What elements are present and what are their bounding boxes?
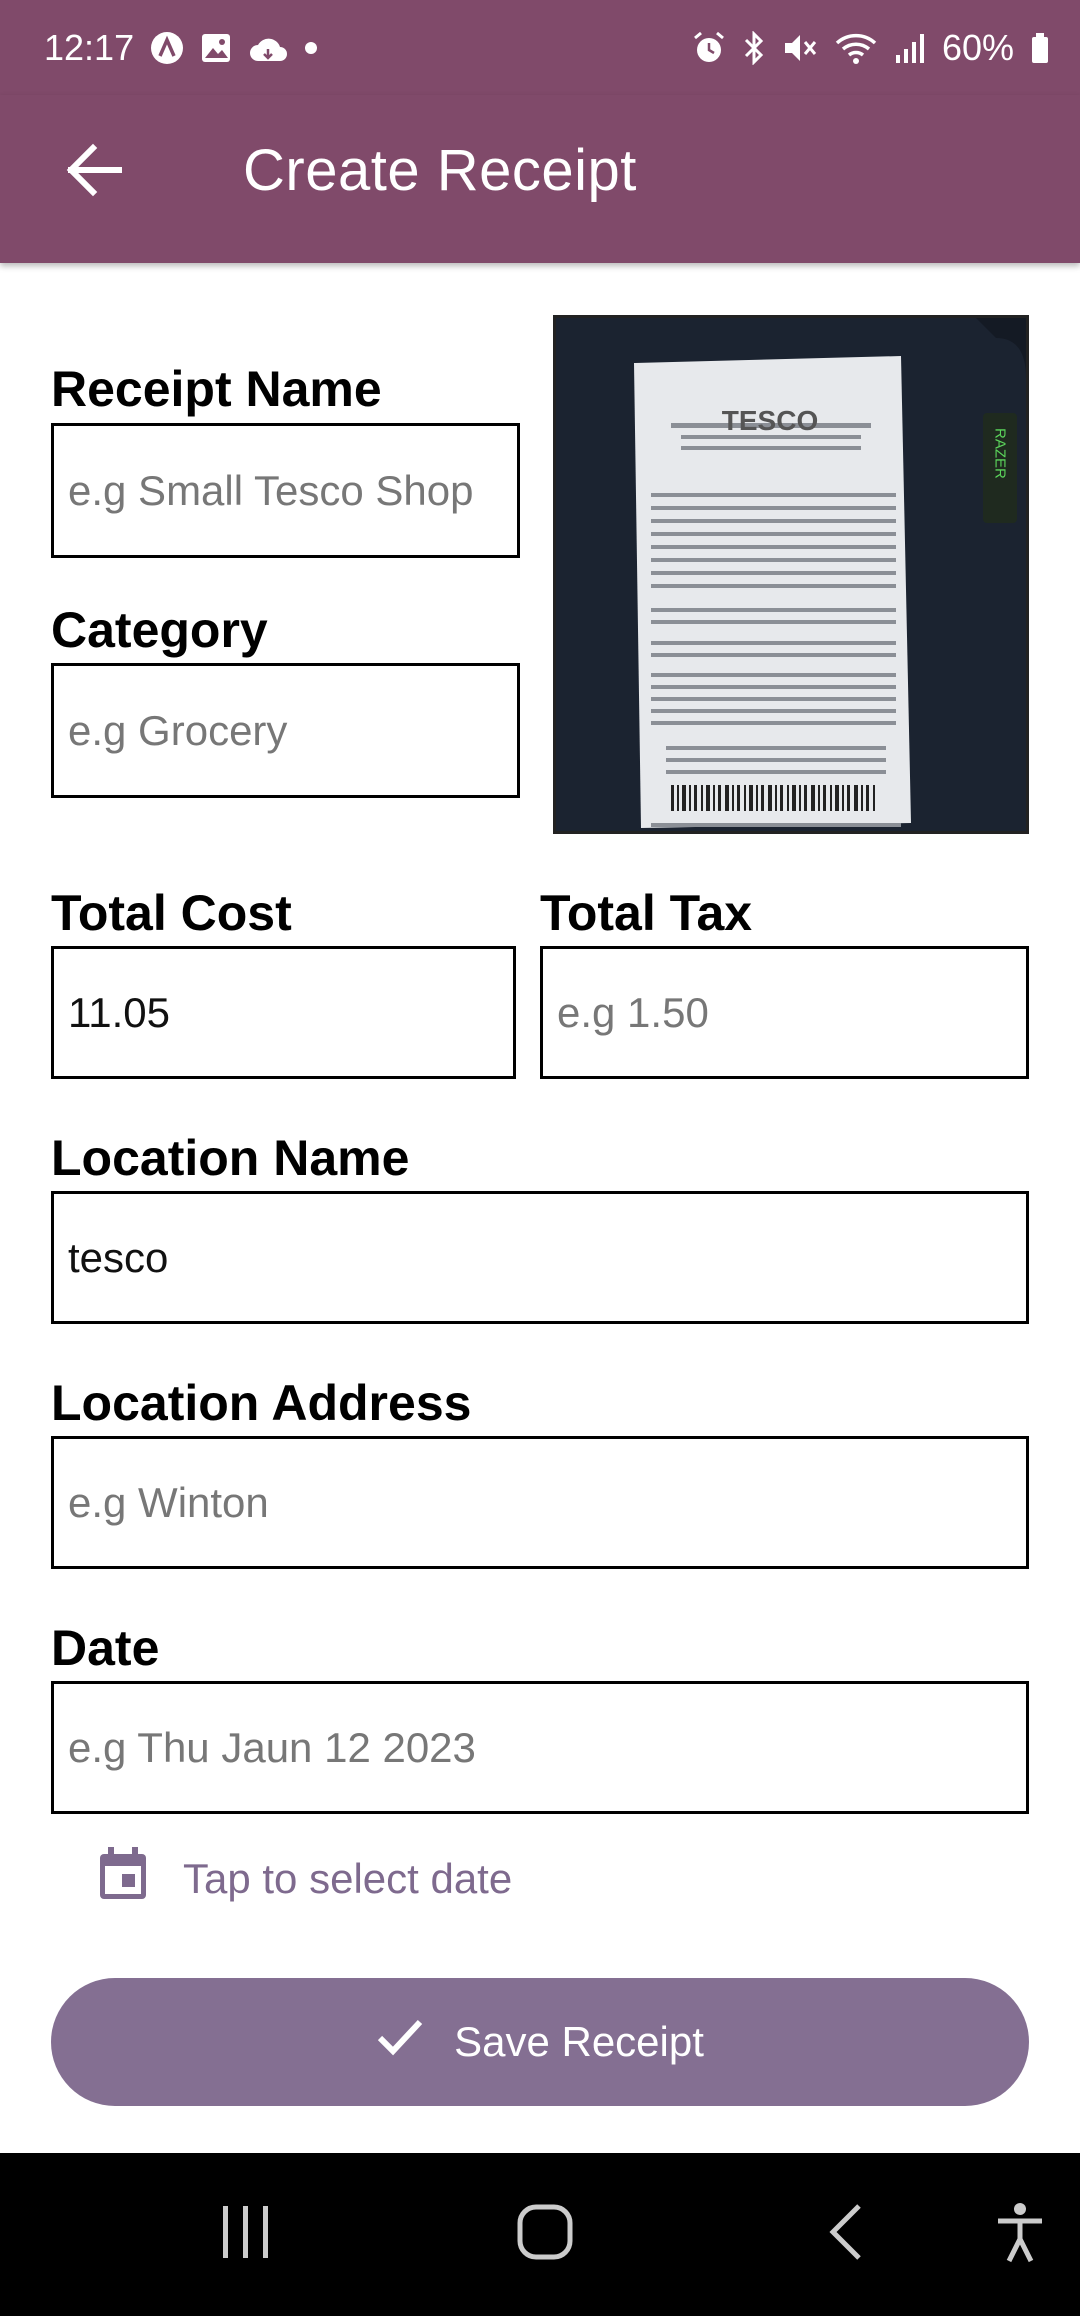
home-icon	[515, 2202, 575, 2267]
total-tax-label: Total Tax	[540, 885, 753, 941]
location-address-label: Location Address	[51, 1375, 472, 1431]
select-date-button[interactable]	[97, 1846, 512, 1912]
total-cost-value: 11.05	[68, 988, 170, 1036]
razer-tag-text: RAZER	[991, 428, 1009, 479]
date-label: Date	[51, 1620, 160, 1676]
location-address-input[interactable]	[51, 1436, 1029, 1569]
battery-percent: 60%	[941, 26, 1014, 68]
mute-icon	[782, 31, 818, 65]
wifi-icon	[834, 31, 878, 65]
gallery-icon	[200, 32, 232, 64]
receipt-name-label: Receipt Name	[51, 361, 382, 417]
back-icon	[825, 2202, 865, 2267]
total-tax-input[interactable]	[540, 946, 1029, 1079]
status-left	[44, 27, 318, 69]
dot-icon	[304, 41, 318, 55]
location-name-value: tesco	[68, 1233, 169, 1281]
accessibility-icon	[995, 2201, 1045, 2268]
total-cost-label: Total Cost	[51, 885, 292, 941]
date-placeholder: e.g Thu Jaun 12 2023	[68, 1723, 476, 1771]
save-receipt-button[interactable]	[51, 1978, 1029, 2106]
category-placeholder: e.g Grocery	[68, 706, 288, 754]
bluetooth-icon	[742, 31, 766, 65]
accessibility-button[interactable]	[990, 2198, 1050, 2270]
app-bar	[0, 95, 1080, 263]
receipt-photo[interactable]	[553, 315, 1029, 834]
check-icon	[376, 2017, 424, 2067]
category-input[interactable]	[51, 663, 520, 798]
system-nav-bar	[0, 2153, 1080, 2316]
status-right	[692, 27, 1050, 69]
app-a-icon	[150, 31, 184, 65]
recent-apps-button[interactable]	[210, 2198, 280, 2270]
battery-icon	[1030, 31, 1050, 65]
save-receipt-label: Save Receipt	[454, 2018, 704, 2065]
receipt-photo-drawing	[556, 318, 1026, 831]
recent-apps-icon	[217, 2204, 273, 2265]
nav-back-button[interactable]	[815, 2198, 875, 2270]
status-bar	[0, 0, 1080, 95]
signal-icon	[894, 31, 926, 65]
receipt-name-placeholder: e.g Small Tesco Shop	[68, 466, 474, 514]
page-title: Create Receipt	[243, 138, 637, 203]
date-input[interactable]	[51, 1681, 1029, 1814]
location-name-input[interactable]	[51, 1191, 1029, 1324]
cloud-icon	[248, 33, 288, 63]
home-button[interactable]	[507, 2198, 583, 2270]
calendar-icon	[97, 1846, 149, 1912]
clock: 12:17	[44, 26, 135, 68]
arrow-left-icon	[65, 142, 125, 203]
alarm-icon	[692, 31, 726, 65]
location-name-label: Location Name	[51, 1130, 410, 1186]
category-label: Category	[51, 602, 268, 658]
location-address-placeholder: e.g Winton	[68, 1478, 269, 1526]
receipt-name-input[interactable]	[51, 423, 520, 558]
total-tax-placeholder: e.g 1.50	[557, 988, 709, 1036]
total-cost-input[interactable]	[51, 946, 516, 1079]
receipt-store-text: TESCO	[721, 405, 819, 436]
select-date-label: Tap to select date	[183, 1855, 513, 1902]
back-button[interactable]	[60, 137, 130, 207]
